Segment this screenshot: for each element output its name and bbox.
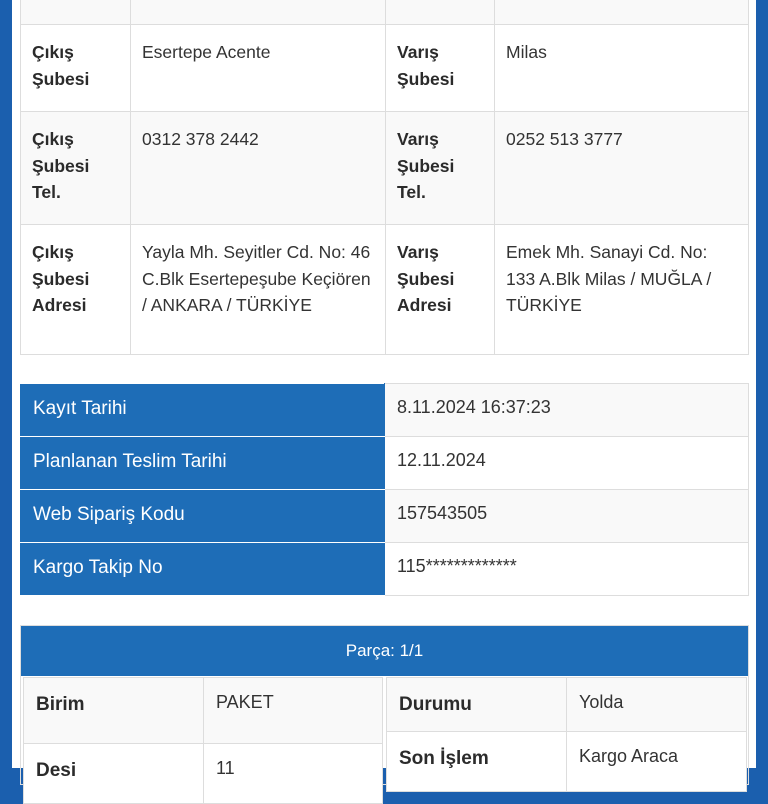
- arrival-branch-phone-value[interactable]: 0252 513 3777: [495, 112, 749, 225]
- table-row: [24, 678, 383, 744]
- table-row: [21, 0, 749, 25]
- arrival-branch-phone-label: Varış Şubesi Tel.: [386, 112, 495, 225]
- departure-branch-address-label: Çıkış Şubesi Adresi: [21, 225, 131, 355]
- cell-value: [495, 0, 749, 25]
- arrival-branch-address-label: Varış Şubesi Adresi: [386, 225, 495, 355]
- arrival-branch-value: Milas: [495, 25, 749, 112]
- web-order-code-label: Web Sipariş Kodu: [21, 490, 385, 543]
- arrival-branch-address-value: Emek Mh. Sanayi Cd. No: 133 A.Blk Milas / MUĞLA / TÜRKİYE: [495, 225, 749, 355]
- departure-branch-label: Çıkış Şubesi: [21, 25, 131, 112]
- table-row: [21, 437, 749, 490]
- table-row: [21, 543, 749, 596]
- table-row: [21, 490, 749, 543]
- part-right-table: [386, 677, 747, 792]
- planned-delivery-date-label: Planlanan Teslim Tarihi: [21, 437, 385, 490]
- desi-label: Desi: [24, 744, 204, 804]
- desi-value: 11: [204, 744, 383, 804]
- part-left-table: [23, 677, 383, 804]
- table-row: [387, 678, 747, 732]
- table-row: [387, 732, 747, 792]
- table-row: [21, 112, 749, 225]
- branch-info-table: [20, 0, 749, 355]
- cell-value: [131, 0, 386, 25]
- registration-date-label: Kayıt Tarihi: [21, 384, 385, 437]
- table-row: [24, 744, 383, 804]
- planned-delivery-date-value: 12.11.2024: [385, 437, 749, 490]
- arrival-branch-label: Varış Şubesi: [386, 25, 495, 112]
- status-value: Yolda: [567, 678, 747, 732]
- departure-branch-address-value: Yayla Mh. Seyitler Cd. No: 46 C.Blk Esertepeşube Keçiören / ANKARA / TÜRKİYE: [131, 225, 386, 355]
- shipment-detail-page: [12, 0, 756, 781]
- last-action-label: Son İşlem: [387, 732, 567, 792]
- unit-label: Birim: [24, 678, 204, 744]
- shipment-info-table: [20, 383, 749, 596]
- last-action-value: Kargo Araca: [567, 732, 747, 792]
- cell-label: [21, 0, 131, 25]
- unit-value: PAKET: [204, 678, 383, 744]
- web-order-code-value: 157543505: [385, 490, 749, 543]
- status-label: Durumu: [387, 678, 567, 732]
- registration-date-value: 8.11.2024 16:37:23: [385, 384, 749, 437]
- tracking-number-label: Kargo Takip No: [21, 543, 385, 596]
- table-row: [21, 384, 749, 437]
- table-row: [21, 25, 749, 112]
- departure-branch-phone-label: Çıkış Şubesi Tel.: [21, 112, 131, 225]
- departure-branch-value: Esertepe Acente: [131, 25, 386, 112]
- part-header: Parça: 1/1: [21, 626, 748, 676]
- part-panel: [20, 625, 749, 785]
- tracking-number-value: 115*************: [385, 543, 749, 596]
- cell-label: [386, 0, 495, 25]
- table-row: [21, 225, 749, 355]
- departure-branch-phone-value[interactable]: 0312 378 2442: [131, 112, 386, 225]
